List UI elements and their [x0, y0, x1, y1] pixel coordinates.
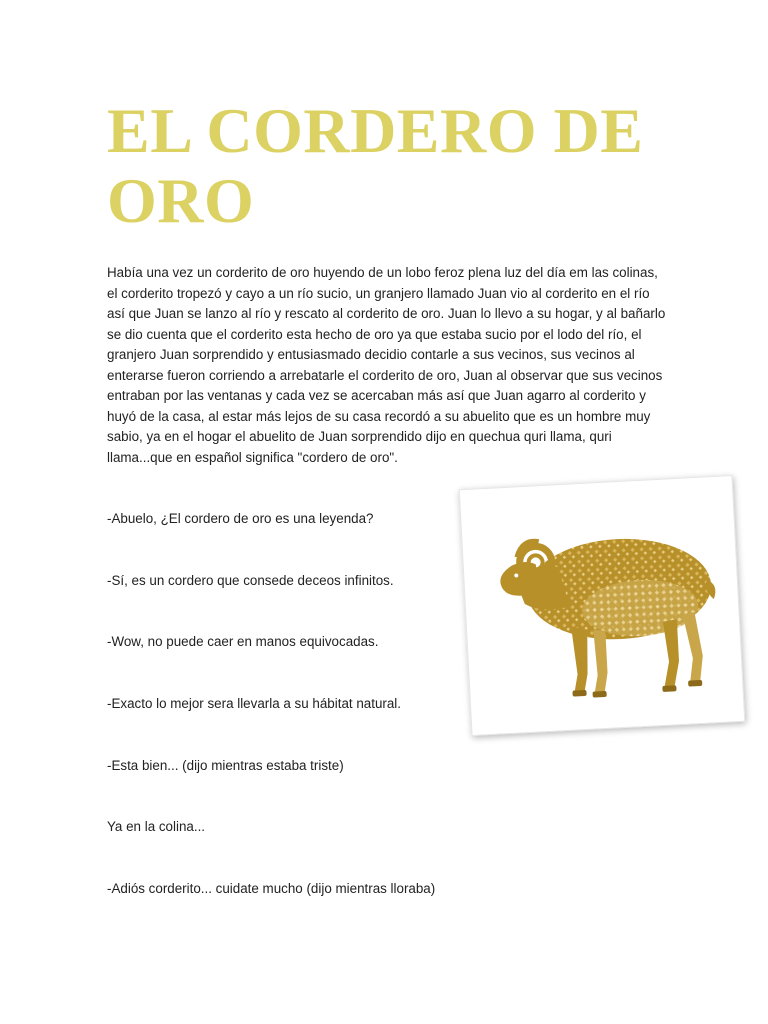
dialogue-line: -Sí, es un cordero que consede deceos infinitos. — [107, 572, 394, 588]
dialogue-line: -Exacto lo mejor sera llevarla a su hábitat natural. — [107, 696, 401, 712]
dialogue-line: -Abuelo, ¿El cordero de oro es una leyenda? — [107, 511, 374, 526]
dialogue-line: -Esta bien... (dijo mientras estaba triste) — [107, 757, 344, 773]
title-line-2: ORO — [107, 165, 255, 236]
dialogue-section — [107, 509, 467, 941]
dialogue-line: Ya en la colina... — [107, 819, 206, 835]
golden-ram-icon — [474, 489, 729, 721]
title-line-1: EL CORDERO DE — [107, 95, 644, 166]
page-title — [107, 96, 667, 236]
intro-paragraph: Había una vez un corderito de oro huyendo de un lobo feroz plena luz del día em las colinas, el corderito tropezó y cayo a un río sucio, un granjero llamado Juan vio al corderito en el río así que Juan se lanzo al río y rescato al corderito de oro. Juan lo llevo a su hogar, y al bañarlo se dio cuenta que el corderito esta hecho de oro ya que estaba sucio por el lodo del río, el granjero Juan sorprendido y entusiasmado decidio contarle a sus vecinos, sus vecinos al enterarse fueron corriendo a arrebatarle el corderito de oro, Juan al observar que sus vecinos entraban por las ventanas y cada vez se acercaban más así que Juan agarro al corderito y huyó de la casa, al estar más lejos de su casa recordó a su abuelito que es un hombre muy sabio, ya en el hogar el abuelito de Juan sorprendido dijo en quechua quri llama, quri llama...que en español significa "cordero de oro". — [107, 265, 666, 465]
dialogue-line: -Wow, no puede caer en manos equivocadas. — [107, 634, 379, 650]
golden-ram-photo — [459, 475, 746, 736]
dialogue-line: -Adiós corderito... cuidate mucho (dijo mientras lloraba) — [107, 881, 436, 897]
